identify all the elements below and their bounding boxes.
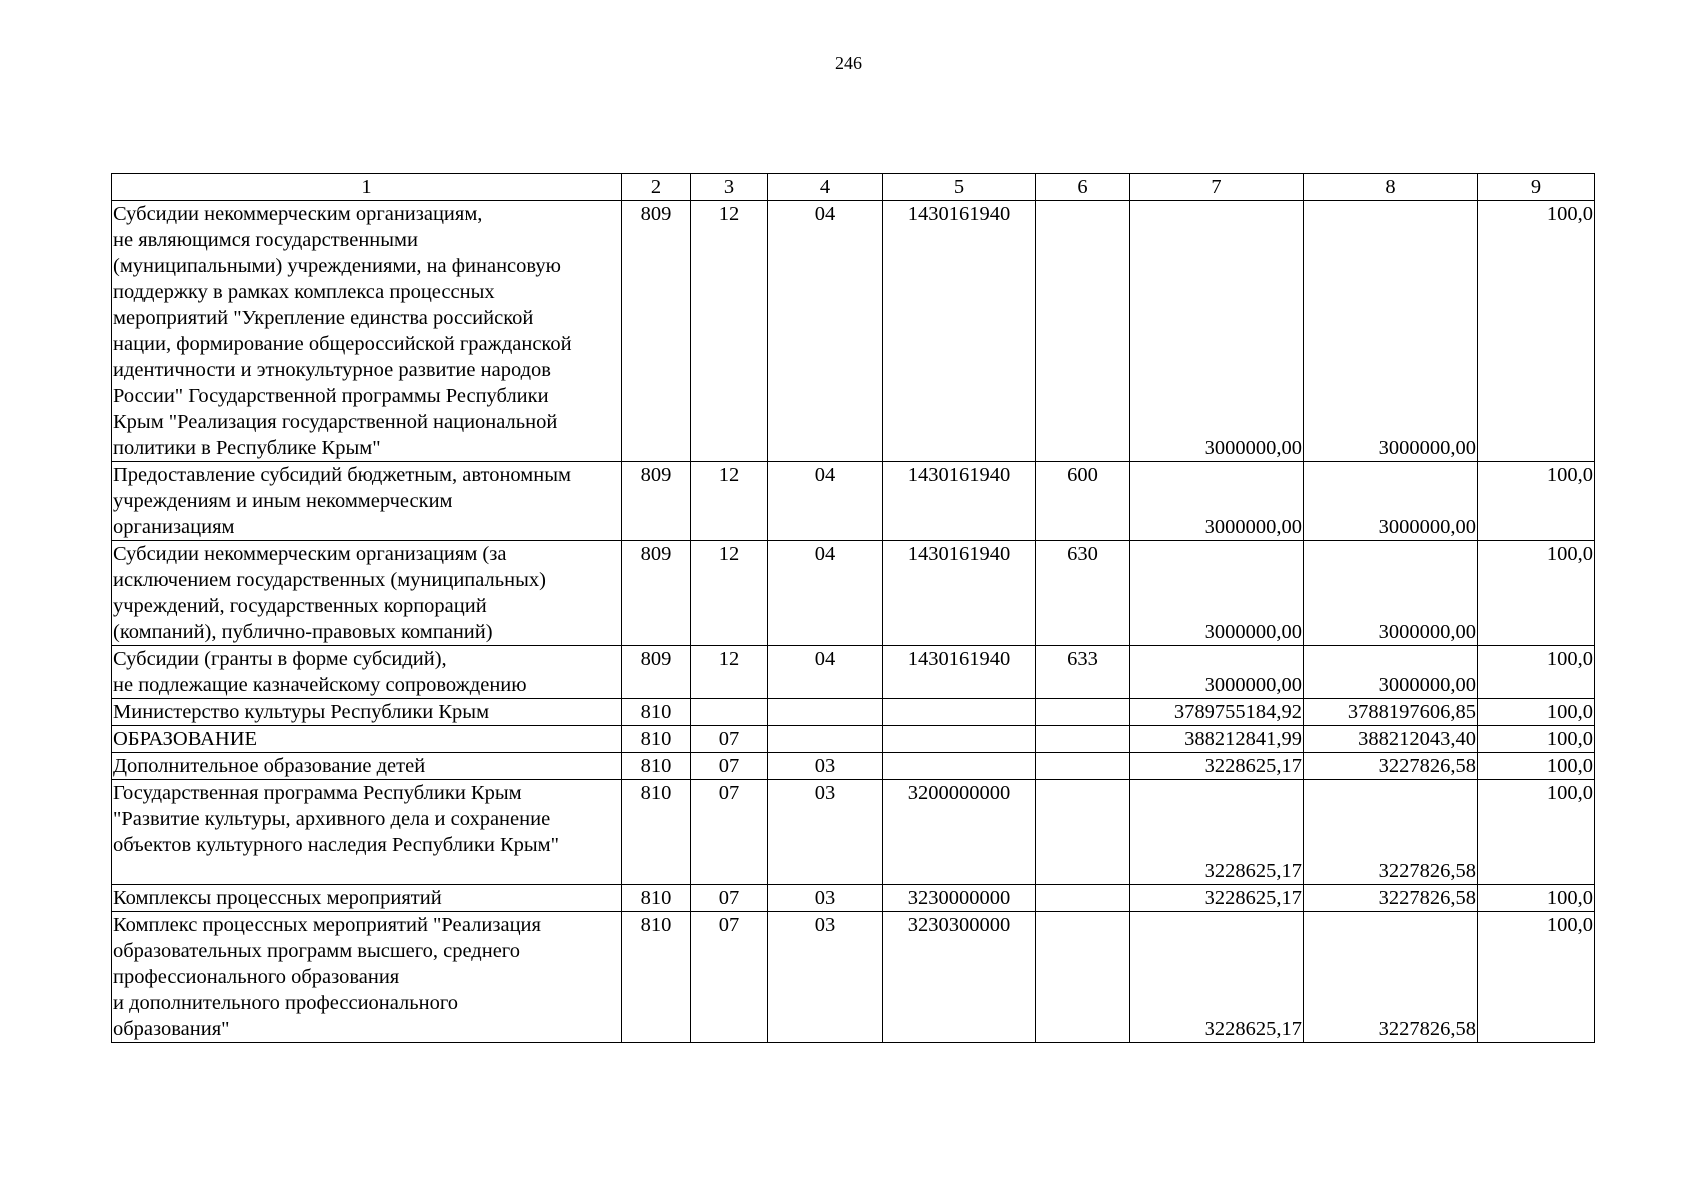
cell-code-col2: 810 [622,726,691,753]
cell-percent-col9: 100,0 [1478,541,1595,646]
row-name: ОБРАЗОВАНИЕ [112,726,622,753]
cell-code-col2: 809 [622,462,691,541]
cell-percent-col9: 100,0 [1478,753,1595,780]
cell-code-col4: 04 [768,541,883,646]
cell-code-col2: 810 [622,699,691,726]
table-row [112,646,1595,699]
cell-amount-col8: 3000000,00 [1304,646,1478,699]
cell-percent-col9: 100,0 [1478,885,1595,912]
column-header-7: 7 [1130,174,1304,201]
cell-code-col6: 600 [1036,462,1130,541]
cell-amount-col7: 3000000,00 [1130,201,1304,462]
table-row [112,541,1595,646]
cell-amount-col7: 3789755184,92 [1130,699,1304,726]
cell-code-col5: 1430161940 [883,462,1036,541]
cell-percent-col9: 100,0 [1478,780,1595,885]
cell-code-col3 [691,699,768,726]
cell-code-col4: 03 [768,753,883,780]
cell-amount-col7: 3000000,00 [1130,541,1304,646]
cell-code-col2: 810 [622,912,691,1043]
cell-code-col5: 3230300000 [883,912,1036,1043]
cell-code-col5: 1430161940 [883,201,1036,462]
row-name: Субсидии (гранты в форме субсидий), не подлежащие казначейскому сопровождению [112,646,622,699]
table-row [112,699,1595,726]
cell-amount-col8: 3788197606,85 [1304,699,1478,726]
cell-code-col5 [883,699,1036,726]
cell-code-col5: 1430161940 [883,646,1036,699]
cell-code-col3: 12 [691,201,768,462]
cell-code-col2: 810 [622,780,691,885]
cell-code-col3: 07 [691,753,768,780]
cell-code-col6 [1036,726,1130,753]
column-header-6: 6 [1036,174,1130,201]
row-name: Государственная программа Республики Крым "Развитие культуры, архивного дела и сохранение объектов культурного наследия Республики Крым" [112,780,622,885]
cell-amount-col8: 3000000,00 [1304,541,1478,646]
cell-code-col6 [1036,753,1130,780]
cell-code-col4 [768,699,883,726]
cell-code-col4 [768,726,883,753]
cell-percent-col9: 100,0 [1478,462,1595,541]
cell-code-col3: 07 [691,726,768,753]
cell-amount-col7: 3228625,17 [1130,912,1304,1043]
row-name: Комплекс процессных мероприятий "Реализация образовательных программ высшего, среднего профессионального образования и дополнительного профессионального образования" [112,912,622,1043]
cell-code-col4: 03 [768,912,883,1043]
table-row [112,726,1595,753]
column-header-8: 8 [1304,174,1478,201]
cell-code-col3: 07 [691,912,768,1043]
cell-code-col3: 12 [691,541,768,646]
page-number: 246 [835,53,862,73]
row-name: Комплексы процессных мероприятий [112,885,622,912]
cell-amount-col7: 3228625,17 [1130,780,1304,885]
column-header-1: 1 [112,174,622,201]
cell-amount-col8: 3000000,00 [1304,462,1478,541]
budget-table [111,173,1595,1043]
header-row [112,174,1595,201]
table-row [112,780,1595,885]
column-header-9: 9 [1478,174,1595,201]
column-header-3: 3 [691,174,768,201]
table-row [112,201,1595,462]
table-row [112,912,1595,1043]
cell-code-col2: 809 [622,541,691,646]
row-name: Субсидии некоммерческим организациям, не являющимся государственными (муниципальными) учреждениями, на финансовую поддержку в рамках комплекса процессных мероприятий "Укрепление единства российской нации, формирование общероссийской гражданской идентичности и этнокультурное развитие народов России" Государственной программы Республики Крым "Реализация государственной национальной политики в Республике Крым" [112,201,622,462]
cell-code-col3: 12 [691,462,768,541]
cell-percent-col9: 100,0 [1478,201,1595,462]
cell-amount-col8: 3227826,58 [1304,753,1478,780]
table-row [112,885,1595,912]
cell-code-col5: 3230000000 [883,885,1036,912]
cell-percent-col9: 100,0 [1478,726,1595,753]
cell-code-col5: 1430161940 [883,541,1036,646]
cell-amount-col7: 3000000,00 [1130,646,1304,699]
table-row [112,462,1595,541]
cell-amount-col8: 3227826,58 [1304,885,1478,912]
cell-amount-col7: 3228625,17 [1130,885,1304,912]
cell-code-col2: 809 [622,201,691,462]
cell-amount-col8: 3000000,00 [1304,201,1478,462]
cell-code-col6 [1036,885,1130,912]
table-body [112,201,1595,1043]
cell-amount-col8: 3227826,58 [1304,780,1478,885]
cell-code-col2: 810 [622,753,691,780]
cell-code-col5 [883,726,1036,753]
row-name: Субсидии некоммерческим организациям (за исключением государственных (муниципальных) учреждений, государственных корпораций (компаний), публично-правовых компаний) [112,541,622,646]
cell-amount-col7: 388212841,99 [1130,726,1304,753]
cell-code-col3: 07 [691,885,768,912]
cell-code-col6 [1036,699,1130,726]
cell-code-col4: 03 [768,885,883,912]
cell-code-col2: 809 [622,646,691,699]
cell-code-col4: 04 [768,646,883,699]
cell-code-col4: 03 [768,780,883,885]
cell-amount-col7: 3228625,17 [1130,753,1304,780]
cell-code-col6: 633 [1036,646,1130,699]
cell-code-col3: 07 [691,780,768,885]
cell-percent-col9: 100,0 [1478,912,1595,1043]
cell-code-col6 [1036,912,1130,1043]
column-header-2: 2 [622,174,691,201]
row-name: Предоставление субсидий бюджетным, автономным учреждениям и иным некоммерческим организациям [112,462,622,541]
cell-amount-col7: 3000000,00 [1130,462,1304,541]
cell-code-col3: 12 [691,646,768,699]
column-header-5: 5 [883,174,1036,201]
table-row [112,753,1595,780]
cell-code-col4: 04 [768,201,883,462]
row-name: Министерство культуры Республики Крым [112,699,622,726]
cell-percent-col9: 100,0 [1478,699,1595,726]
cell-amount-col8: 3227826,58 [1304,912,1478,1043]
cell-code-col6: 630 [1036,541,1130,646]
cell-code-col5: 3200000000 [883,780,1036,885]
row-name: Дополнительное образование детей [112,753,622,780]
cell-code-col6 [1036,780,1130,885]
column-header-4: 4 [768,174,883,201]
cell-percent-col9: 100,0 [1478,646,1595,699]
cell-code-col2: 810 [622,885,691,912]
cell-amount-col8: 388212043,40 [1304,726,1478,753]
cell-code-col6 [1036,201,1130,462]
cell-code-col4: 04 [768,462,883,541]
cell-code-col5 [883,753,1036,780]
